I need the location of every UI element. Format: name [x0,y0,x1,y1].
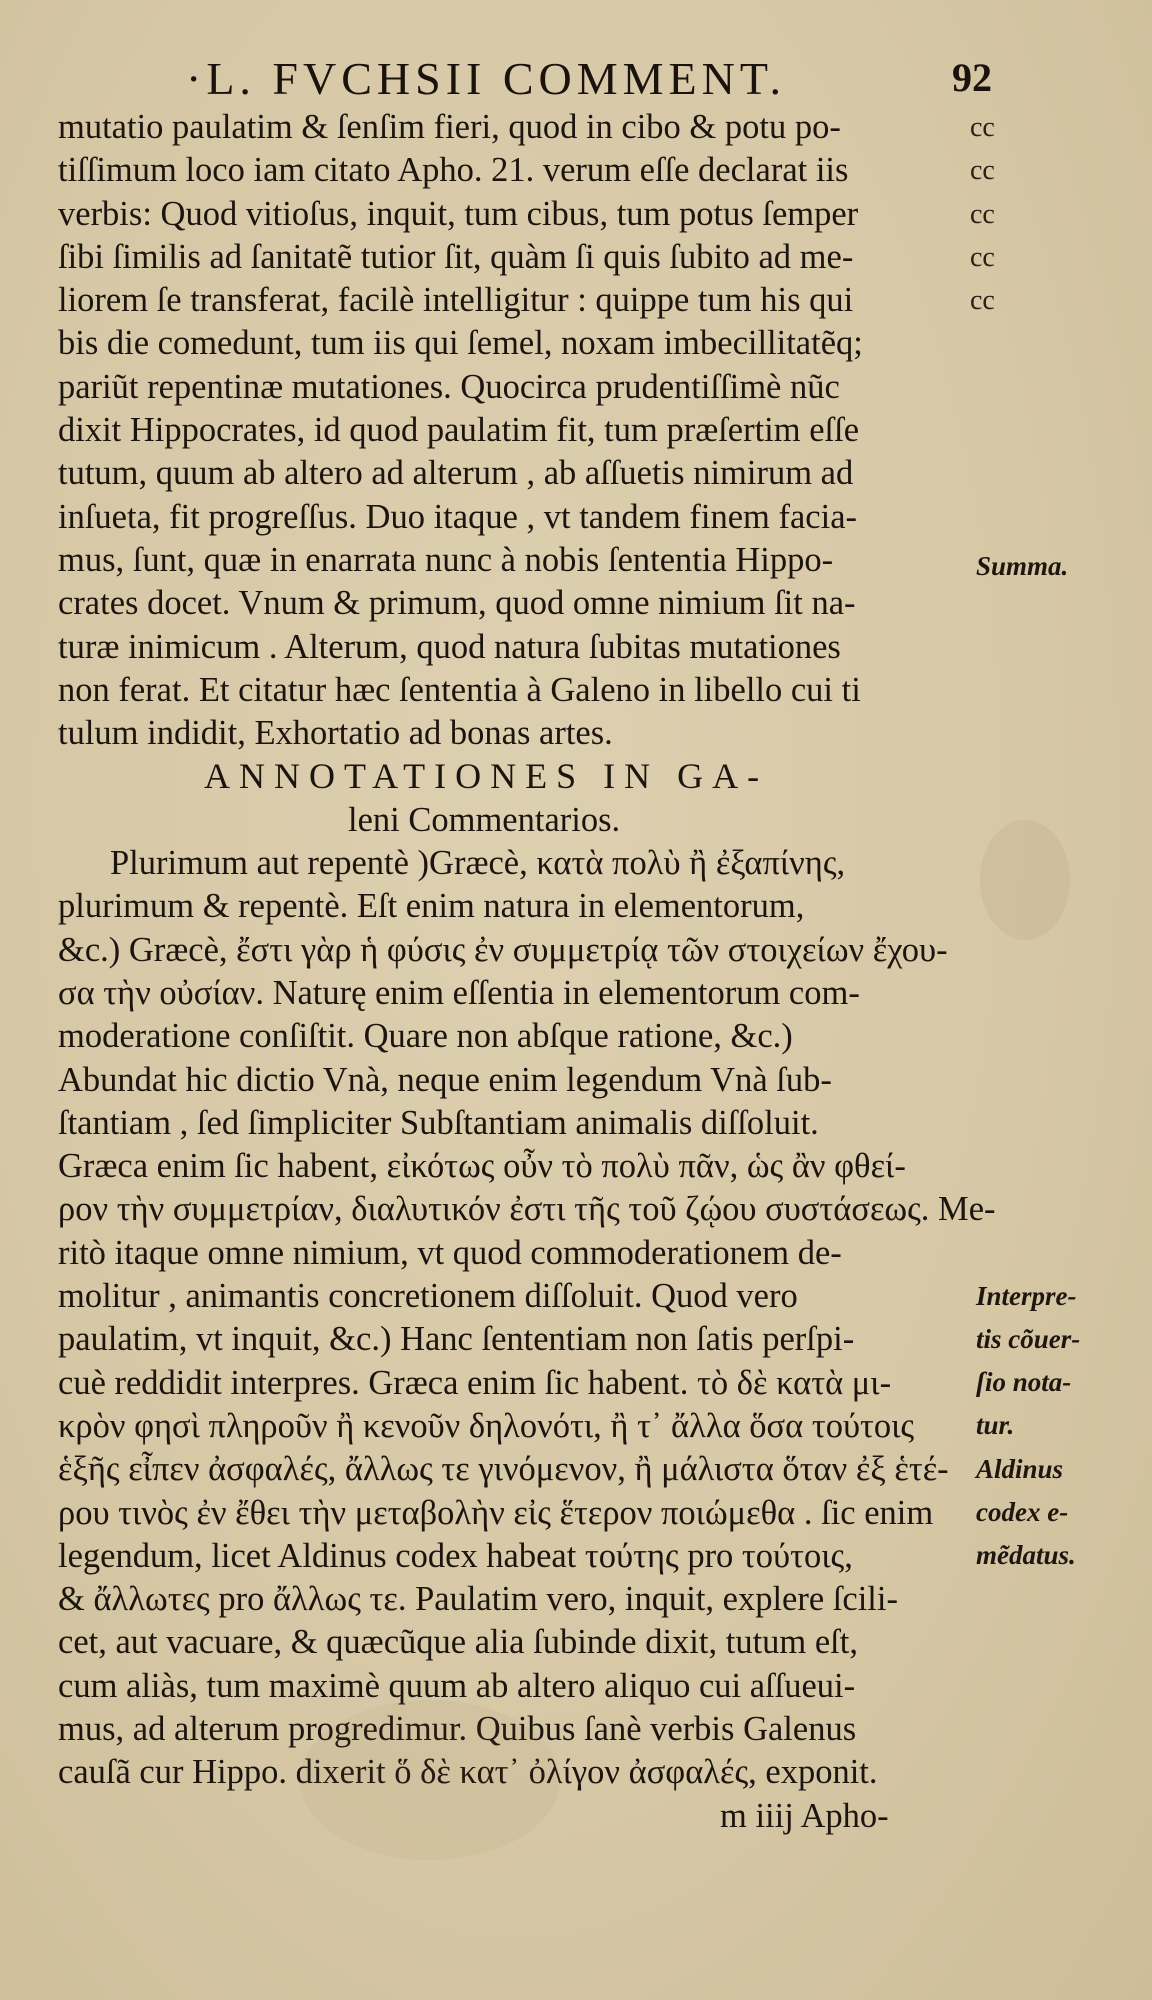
page-header [0,52,1152,112]
text-line: cuè reddidit interpres. Græca enim ſic habent. τὸ δὲ κατὰ μι- [58,1363,892,1402]
margin-quote-mark: cc [970,112,995,143]
text-line: ritò itaque omne nimium, vt quod commoderationem de- [58,1233,842,1272]
page-number: 92 [952,55,992,100]
text-line: mutatio paulatim & ſenſim fieri, quod in cibo & potu po- [58,108,841,146]
section-heading-continued: leni Commentarios. [348,800,621,839]
text-line: Abundat hic dictio Vnà, neque enim legendum Vnà ſub- [58,1060,832,1099]
margin-note-aldinus: mẽdatus. [976,1540,1076,1570]
text-line: ἑξῆς εἶπεν ἀσφαλές, ἄλλως τε γινόμενον, ἢ μάλιστα ὅταν ἐξ ἑτέ- [58,1450,949,1489]
text-line: cauſã cur Hippo. dixerit ὅ δὲ κατ᾽ ὀλίγον ἀσφαλές, exponit. [58,1753,878,1792]
text-line: legendum, licet Aldinus codex habeat τούτης pro τούτοις, [58,1536,853,1575]
text-line: cet, aut vacuare, & quæcũque alia ſubinde dixit, tutum eſt, [58,1623,858,1662]
text-line: & ἄλλωτες pro ἄλλως τε. Paulatim vero, inquit, explere ſcili- [58,1580,898,1619]
text-line: tutum, quum ab altero ad alterum , ab aſſuetis nimirum ad [58,454,854,493]
text-line: dixit Hippocrates, id quod paulatim fit, tum præſertim eſſe [58,411,860,450]
text-line: bis die comedunt, tum iis qui ſemel, noxam imbecillitatẽq; [58,324,863,363]
margin-quote-mark: cc [970,242,995,273]
margin-note-aldinus: codex e- [976,1497,1069,1527]
text-line: ſtantiam , ſed ſimpliciter Subſtantiam animalis diſſoluit. [58,1103,819,1142]
running-head: ·L. FVCHSII COMMENT. [186,53,787,104]
margin-note-aldinus: Aldinus [976,1454,1064,1484]
text-line: molitur , animantis concretionem diſſoluit. Quod vero [58,1277,798,1316]
text-line: ſibi ſimilis ad ſanitatẽ tutior ſit, quàm ſi quis ſubito ad me- [58,237,854,276]
text-line: tulum indidit, Exhortatio ad bonas artes. [58,714,613,753]
margin-quote-mark: cc [970,199,995,230]
margin-quote-mark: cc [970,155,995,186]
margin-note-interpretis: tis cõuer- [976,1324,1081,1354]
margin-quote-mark: cc [970,285,995,316]
text-line: moderatione conſiſtit. Quare non abſque ratione, &c.) [58,1017,793,1056]
margin-note-interpretis: Interpre- [976,1281,1077,1311]
margin-note-summa: Summa. [976,551,1069,581]
text-line: non ferat. Et citatur hæc ſententia à Galeno in libello cui ti [58,670,861,709]
section-heading: ANNOTATIONES IN GA- [204,756,769,797]
text-line: ρον τὴν συμμετρίαν, διαλυτικόν ἐστι τῆς τοῦ ζῴου συστάσεως. Me- [58,1190,996,1229]
margin-note-interpretis: tur. [976,1410,1015,1440]
text-line: inſueta, fit progreſſus. Duo itaque , vt tandem finem facia- [58,497,857,536]
text-line: paulatim, vt inquit, &c.) Hanc ſententiam non ſatis perſpi- [58,1320,855,1359]
text-line: plurimum & repentè. Eſt enim natura in elementorum, [58,887,805,926]
text-line: mus, ſunt, quæ in enarrata nunc à nobis ſententia Hippo- [58,540,834,579]
text-line: verbis: Quod vitioſus, inquit, tum cibus, tum potus ſemper [58,194,859,233]
text-line: σα τὴν οὐσίαν. Naturę enim eſſentia in elementorum com- [58,973,860,1012]
text-line: Græca enim ſic habent, εἰκότως οὖν τὸ πολὺ πᾶν, ὡς ἂν φθεί- [58,1147,906,1186]
text-line: Plurimum aut repentè )Græcè, κατὰ πολὺ ἢ ἐξαπίνης, [110,844,846,883]
paper-stain [980,820,1070,940]
text-line: turæ inimicum . Alterum, quod natura ſubitas mutationes [58,627,841,666]
text-line: &c.) Græcè, ἔστι γὰρ ἡ φύσις ἐν συμμετρίᾳ τῶν στοιχείων ἔχου- [58,930,948,969]
text-line: crates docet. Vnum & primum, quod omne nimium ſit na- [58,584,856,623]
margin-note-interpretis: ſio nota- [976,1367,1072,1397]
text-line: mus, ad alterum progredimur. Quibus ſanè verbis Galenus [58,1709,857,1748]
text-line: liorem ſe transferat, facilè intelligitur : quippe tum his qui [58,281,854,320]
text-line: pariũt repentinæ mutationes. Quocirca prudentiſſimè nũc [58,367,840,406]
text-line: cum aliàs, tum maximè quum ab altero aliquo cui aſſueui- [58,1666,856,1705]
text-line: κρὸν φησὶ πληροῦν ἢ κενοῦν δηλονότι, ἢ τ᾽ ἄλλα ὅσα τούτοις [58,1406,915,1445]
signature-catchword: m iiij Apho- [720,1796,889,1835]
text-line: ρου τινὸς ἐν ἔθει τὴν μεταβολὴν εἰς ἕτερον ποιώμεθα . ſic enim [58,1493,934,1532]
text-line: tiſſimum loco iam citato Apho. 21. verum eſſe declarat iis [58,151,849,190]
